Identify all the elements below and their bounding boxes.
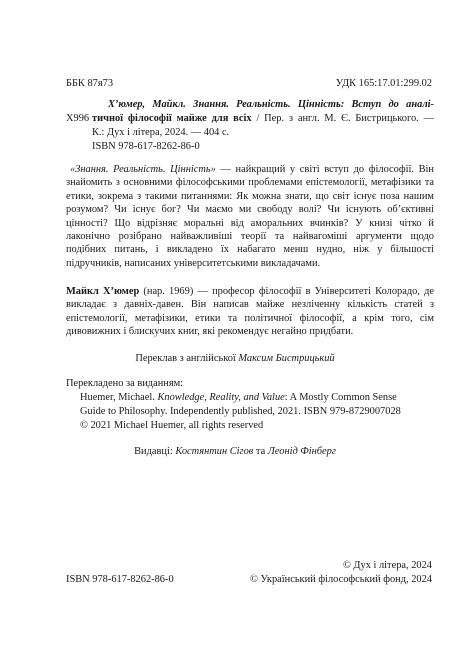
author-name: Майкл Х’юмер bbox=[66, 286, 140, 297]
original-title: Knowledge, Reality, and Value bbox=[157, 392, 285, 403]
publishers-conjunction: та bbox=[253, 446, 268, 457]
author-bio-text: (нар. 1969) — професор філософії в Університеті Колорадо, де викладає з давніх-давен. Він написав майже незліченну кількість статей з епістемології, метафізики, етики та політичної філософії, а крім того, сім дивовижних і блискучих книг, які рекомендує негайно придбати. bbox=[66, 286, 434, 338]
citation-line-1 bbox=[108, 98, 434, 111]
original-edition-heading: Перекладено за виданням: bbox=[66, 378, 184, 389]
publisher-name-1: Костянтин Сігов bbox=[175, 446, 254, 457]
publisher-name-2: Леонід Фінберг bbox=[267, 446, 336, 457]
citation-publisher: К.: Дух і літера, 2024. — 404 с. bbox=[92, 127, 230, 138]
original-author: Huemer, Michael. bbox=[80, 392, 158, 403]
author-bio bbox=[66, 285, 434, 339]
citation-line-2 bbox=[92, 112, 434, 125]
translator-credit bbox=[0, 352, 470, 365]
original-copyright: © 2021 Michael Huemer, all rights reserved bbox=[80, 420, 264, 431]
cutter-code: Х996 bbox=[66, 113, 90, 124]
citation-isbn: ISBN 978-617-8262-86-0 bbox=[92, 141, 200, 152]
original-edition-line-1 bbox=[80, 391, 397, 404]
footer-copyright-2: © Український філософський фонд, 2024 bbox=[249, 574, 432, 585]
footer-copyright-1: © Дух і літера, 2024 bbox=[342, 560, 432, 571]
bbk-code: ББК 87я73 bbox=[66, 78, 114, 89]
citation-title-part-2: тичної філософії майже для всіх bbox=[92, 113, 252, 124]
original-edition-line-2: Guide to Philosophy. Independently published, 2021. ISBN 979-8729007028 bbox=[80, 406, 401, 417]
citation-translator: / Пер. з англ. М. Є. Бистрицького. — bbox=[251, 113, 434, 124]
book-annotation bbox=[66, 163, 434, 270]
translator-prefix: Переклав з англійської bbox=[135, 353, 239, 364]
annotation-book-title: «Знання. Реальність. Цінність» bbox=[70, 164, 216, 175]
footer-isbn: ISBN 978-617-8262-86-0 bbox=[66, 574, 174, 585]
original-subtitle: : A Mostly Common Sense bbox=[284, 392, 397, 403]
udk-code: УДК 165:17.01:299.02 bbox=[335, 78, 432, 89]
citation-title-part-1: Х’юмер, Майкл. Знання. Реальність. Цінність: Вступ до аналі- bbox=[108, 99, 434, 110]
publishers-credit bbox=[0, 445, 470, 458]
annotation-text: — найкращий у світі вступ до філософії. Він знайомить з основними філософськими проблемами епістемології, метафізики та етики, зокрема з такими питаннями: Як можна знати, що світ існує поза нашим розумом? Чи існує бог? Чи маємо ми свободу волі? Чи існують об’єктивні цінності? Що відрізняє моральні від аморальних вчинків? У книзі чітко й лаконічно розібрано найважливіші теорії та найвагоміші аргументи щодо подібних питань, і викладено їх набагато менш нудно, ніж у більшості підручників, написаних університетськими викладачами. bbox=[66, 164, 434, 269]
translator-name: Максим Бистрицький bbox=[238, 353, 335, 364]
publishers-prefix: Видавці: bbox=[134, 446, 176, 457]
